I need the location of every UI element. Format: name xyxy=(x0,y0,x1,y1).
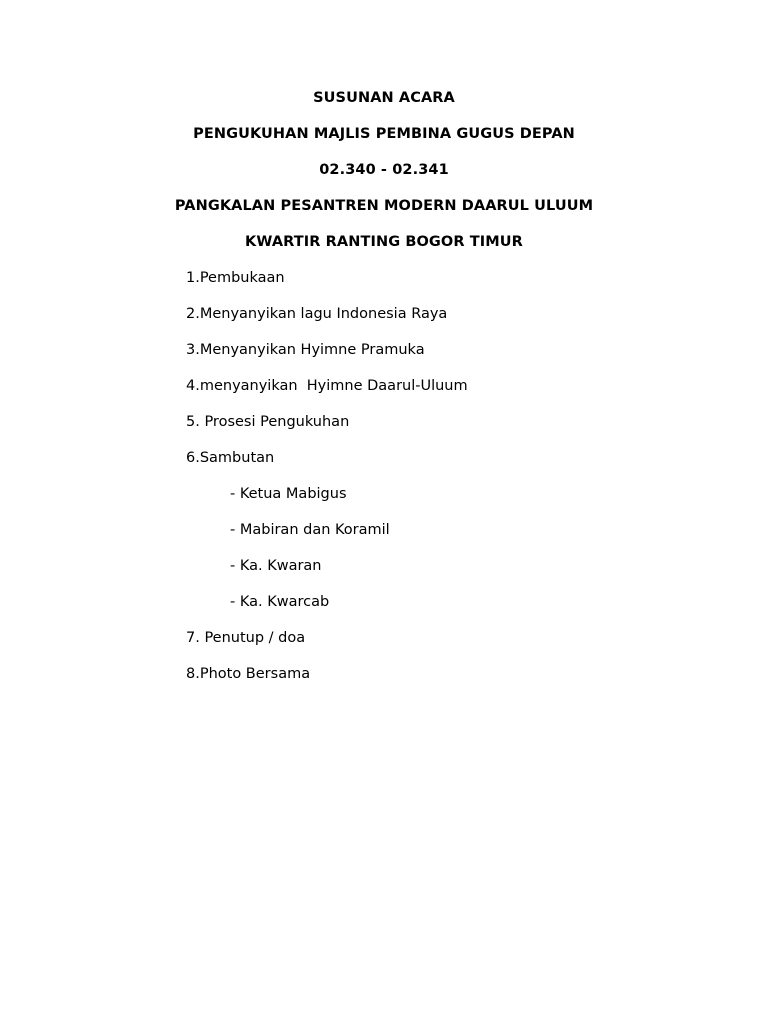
document-header xyxy=(0,88,768,268)
agenda-list xyxy=(186,268,706,700)
pangkalan-name: PANGKALAN PESANTREN MODERN DAARUL ULUUM xyxy=(174,198,594,214)
agenda-item-prosesi-pengukuhan: 5. Prosesi Pengukuhan xyxy=(186,414,350,430)
agenda-item-hymne-pramuka: 3.Menyanyikan Hyimne Pramuka xyxy=(186,342,425,358)
sambutan-item-ka-kwaran: - Ka. Kwaran xyxy=(230,558,322,574)
agenda-item-photo-bersama: 8.Photo Bersama xyxy=(186,666,311,682)
agenda-item-hymne-daarul-uluum: 4.menyanyikan Hyimne Daarul-Uluum xyxy=(186,378,468,394)
agenda-item-pembukaan: 1.Pembukaan xyxy=(186,270,285,286)
agenda-item-indonesia-raya: 2.Menyanyikan lagu Indonesia Raya xyxy=(186,306,448,322)
sambutan-item-ka-kwarcab: - Ka. Kwarcab xyxy=(230,594,330,610)
agenda-item-sambutan: 6.Sambutan xyxy=(186,450,275,466)
document-title: SUSUNAN ACARA xyxy=(313,90,455,106)
sambutan-item-mabiran-koramil: - Mabiran dan Koramil xyxy=(230,522,390,538)
event-title: PENGUKUHAN MAJLIS PEMBINA GUGUS DEPAN xyxy=(193,126,575,142)
agenda-item-penutup-doa: 7. Penutup / doa xyxy=(186,630,306,646)
gugus-depan-number: 02.340 - 02.341 xyxy=(319,162,449,178)
sambutan-item-ketua-mabigus: - Ketua Mabigus xyxy=(230,486,347,502)
kwartir-name: KWARTIR RANTING BOGOR TIMUR xyxy=(245,234,523,250)
